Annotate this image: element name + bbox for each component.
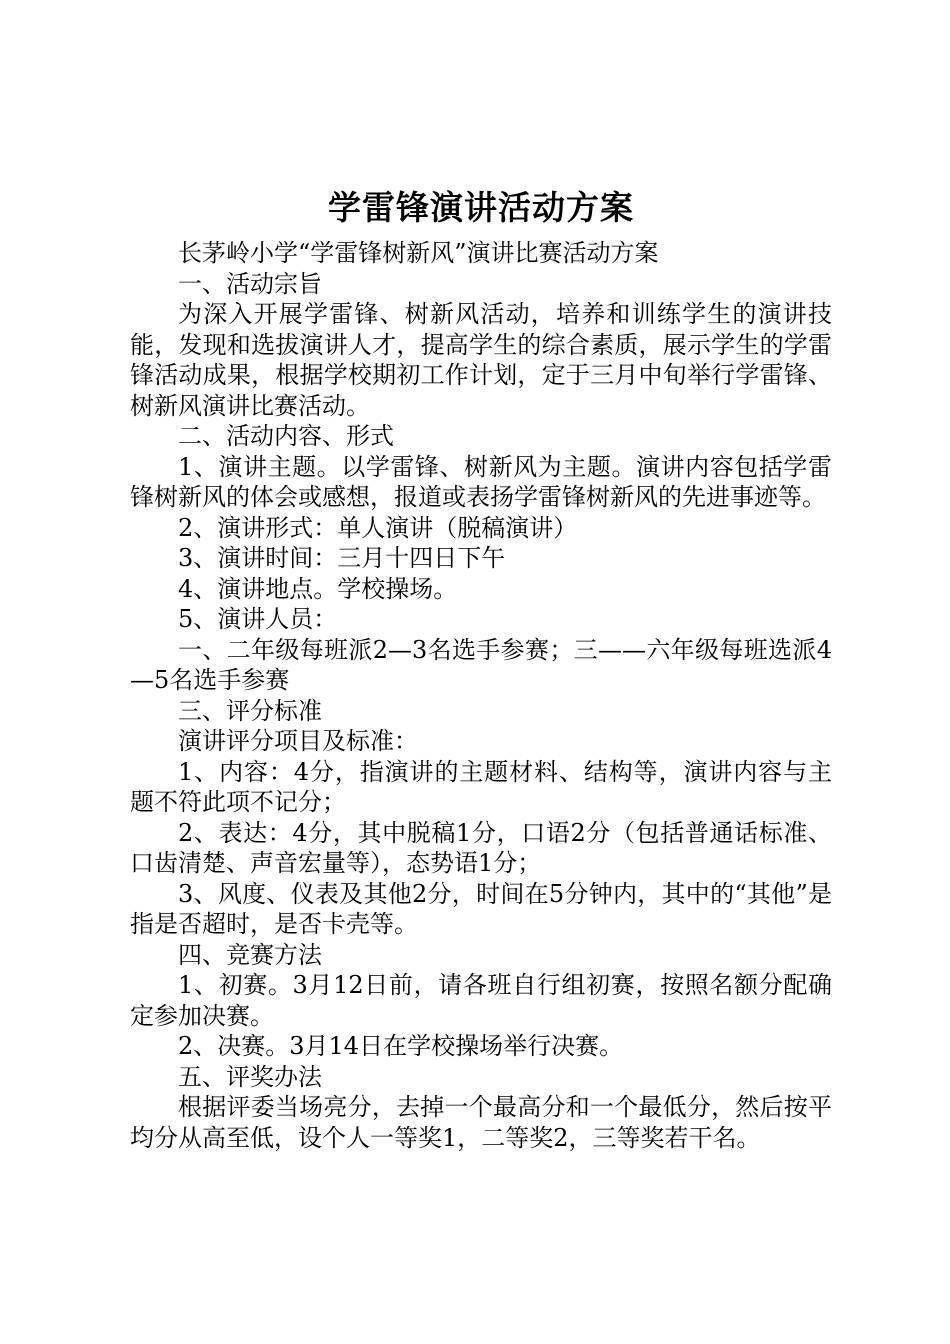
paragraph-scoring-expression: 2、表达：4分，其中脱稿1分，口语2分（包括普通话标准、口齿清楚、声音宏量等），态势语1分； (130, 818, 832, 877)
paragraph-location: 4、演讲地点。学校操场。 (178, 574, 458, 603)
section-heading-purpose: 一、活动宗旨 (178, 269, 322, 298)
section-heading-awards: 五、评奖办法 (178, 1062, 322, 1091)
paragraph-scoring-manner: 3、风度、仪表及其他2分，时间在5分钟内，其中的“其他”是指是否超时，是否卡壳等。 (130, 879, 832, 938)
paragraph-time: 3、演讲时间：三月十四日下午 (178, 544, 506, 572)
section-heading-content: 二、活动内容、形式 (178, 422, 394, 450)
paragraph-preliminary: 1、初赛。3月12日前，请各班自行组初赛，按照名额分配确定参加决赛。 (130, 971, 832, 1030)
document-title: 学雷锋演讲活动方案 (328, 188, 634, 227)
paragraph-awards: 根据评委当场亮分，去掉一个最高分和一个最低分，然后按平均分从高至低，设个人一等奖1，二等奖2，三等奖若干名。 (130, 1093, 832, 1152)
section-heading-method: 四、竞赛方法 (178, 940, 322, 969)
intro-line: 长茅岭小学“学雷锋树新风”演讲比赛活动方案 (178, 239, 659, 267)
paragraph-final: 2、决赛。3月14日在学校操场举行决赛。 (178, 1032, 624, 1060)
document-page (130, 182, 832, 1153)
paragraph-topic: 1、演讲主题。以学雷锋、树新风为主题。演讲内容包括学雷锋树新风的体会或感想，报道或表扬学雷锋树新风的先进事迹等。 (130, 452, 832, 511)
section-heading-scoring: 三、评分标准 (178, 696, 322, 725)
paragraph-participants: 5、演讲人员： (178, 605, 338, 633)
paragraph-scoring-intro: 演讲评分项目及标准： (178, 727, 418, 755)
paragraph-quota: 一、二年级每班派2—3名选手参赛；三——六年级每班选派4—5名选手参赛 (130, 635, 832, 694)
paragraph-scoring-content: 1、内容：4分，指演讲的主题材料、结构等，演讲内容与主题不符此项不记分； (130, 757, 832, 816)
paragraph-form: 2、演讲形式：单人演讲（脱稿演讲） (178, 513, 578, 542)
paragraph-purpose: 为深入开展学雷锋、树新风活动，培养和训练学生的演讲技能，发现和选拔演讲人才，提高学生的综合素质，展示学生的学雷锋活动成果，根据学校期初工作计划，定于三月中旬举行学雷锋、树新风演讲比赛活动。 (130, 300, 832, 420)
